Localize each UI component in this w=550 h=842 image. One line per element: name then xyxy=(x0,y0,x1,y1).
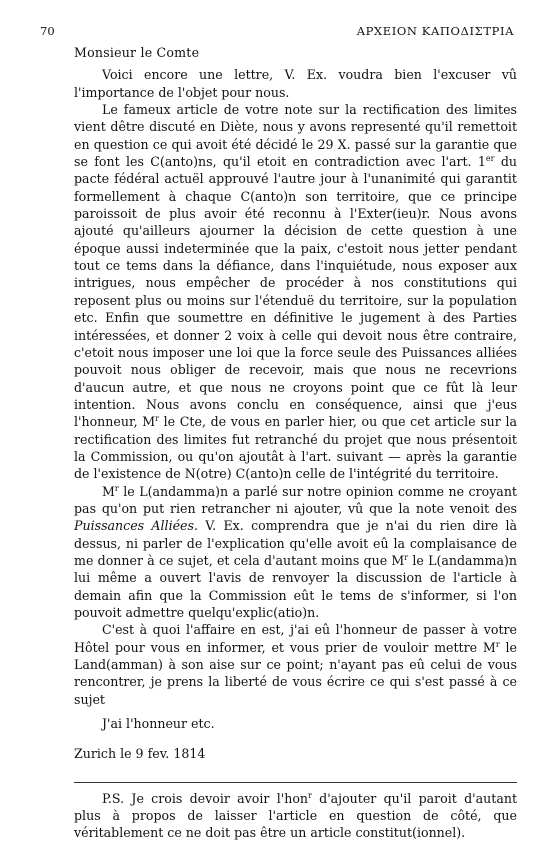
postscript-part-b: d'ajouter qu'il paroit d'autant plus à propos de laisser l'article en question de côté, que véritablement ce ne doit pas être un article constitut(ionnel). xyxy=(74,790,518,841)
paragraph-2-part-c: le Cte, de vous en parler hier, ou que cet article sur la rectification des limites fut retranché du projet que nous présentoit la Commission, ou qu'on ajoutât à l'art. suivant — après la garantie de l'existence de N(otre) C(anto)n celle de l'intégrité du territoire. xyxy=(74,414,518,482)
paragraph-4-part-a: C'est à quoi l'affaire en est, j'ai eû l'honneur de passer à votre Hôtel pour vous en informer, et vous prier de vouloir mettre M xyxy=(74,622,517,655)
salutation: Monsieur le Comte xyxy=(74,45,200,60)
superscript: r xyxy=(495,639,500,649)
postscript xyxy=(74,790,517,842)
superscript: r xyxy=(404,552,409,562)
paragraph-4 xyxy=(74,621,517,708)
paragraph-3-part-a: M xyxy=(102,483,115,499)
paragraph-3-part-b: le L(andamma)n a parlé sur notre opinion comme ne croyant pas qu'on put rien retrancher ni ajouter, vû que la note venoit des xyxy=(74,483,517,516)
superscript: er xyxy=(485,154,495,164)
date-line: Zurich le 9 fev. 1814 xyxy=(74,746,206,762)
page-number: 70 xyxy=(40,24,55,38)
paragraph-1: Voici encore une lettre, V. Ex. voudra bien l'excuser vû l'importance de l'objet pour nous. xyxy=(74,67,517,100)
superscript: r xyxy=(114,483,119,493)
closing-formula: J'ai l'honneur etc. xyxy=(102,716,215,732)
divider xyxy=(74,782,517,783)
postscript-part-a: P.S. Je crois devoir avoir l'hon xyxy=(102,790,309,806)
paragraph-3-part-c: V. Ex. comprendra que je n'ai du rien dire là dessus, ni parler de l'explication qu'elle avoit eû la complaisance de me donner à ce sujet, et cela d'autant moins que M xyxy=(74,518,517,568)
italic-phrase: Puissances Alliées. xyxy=(74,518,198,534)
paragraph-2 xyxy=(74,101,517,483)
page-header xyxy=(40,24,514,38)
superscript: r xyxy=(308,790,312,800)
paragraph-4-part-b: le Land(amman) à son aise sur ce point; n'ayant pas eû celui de vous rencontrer, je prens la liberté de vous écrire ce qui s'est passé à ce sujet xyxy=(74,639,518,707)
paragraph-2-part-b: du pacte fédéral actuël approuvé l'autre jour à l'unanimité qui garantit formellement à chaque C(anto)n son territoire, que ce principe paroissoit de plus avoir été reconnu à l'Exter(ieu)r. Nous avons ajouté qu'ailleurs ajourner la décision de cette question à une époque aussi indeterminée que la paix, c'estoit nous jetter pendant tout ce tems dans la défiance, dans l'inquiétude, nous exposer aux intrigues, nous empêcher de procéder à nos constitutions qui reposent plus ou moins sur l'étenduë du territoire, sur la population etc. Enfin que soumettre en définitive le jugement à des Parties intéressées, et donner 2 voix à celle qui devoit nous être contraire, c'etoit nous imposer une loi que la force seule des Puissances alliées pouvoit nous obliger de recevoir, mais que nous ne recevrions d'aucun autre, et que nous ne croyons point que ce fût là leur intention. Nous avons conclu en conséquence, ainsi que j'eus l'honneur, M xyxy=(74,154,517,430)
paragraph-3-part-d: le L(andamma)n lui même a ouvert l'avis de renvoyer la discussion de l'article à demain afin que la Commission eût le tems de s'informer, si l'on pouvoit admettre quelqu'explic(atio)n. xyxy=(74,552,517,620)
superscript: r xyxy=(155,414,159,424)
paragraph-2-part-a: Le fameux article de votre note sur la rectification des limites vient dêtre discuté en Diète, nous y avons representé qu'il remettoit en question ce qui avoit été décidé le 29 X. passé sur la garantie que se font les C(anto)ns, qu'il etoit en contradiction avec l'art. 1 xyxy=(74,102,517,170)
running-title: ΑΡΧΕΙΟΝ ΚΑΠΟΔΙΣΤΡΙΑ xyxy=(356,24,514,38)
letter-body xyxy=(74,44,517,842)
paragraph-3 xyxy=(74,483,517,622)
